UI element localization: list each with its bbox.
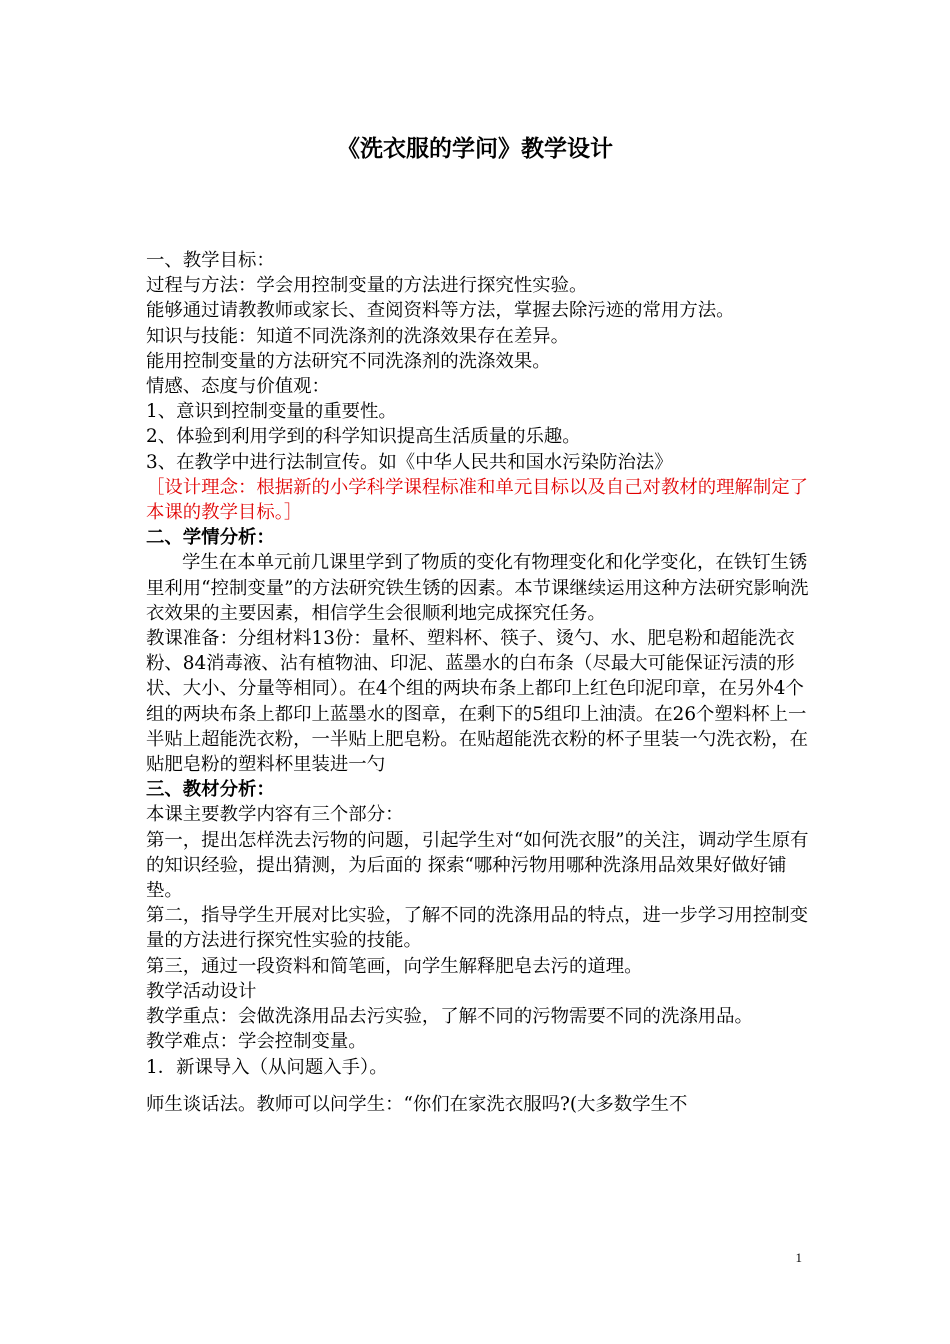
materials-line: 教学重点：会做洗涤用品去污实验，了解不同的污物需要不同的洗涤用品。 xyxy=(146,1006,753,1028)
document-title: 《洗衣服的学问》教学设计 xyxy=(337,135,613,162)
goal-line: 1、意识到控制变量的重要性。 xyxy=(146,401,397,423)
goal-line: 知识与技能：知道不同洗涤剂的洗涤效果存在差异。 xyxy=(146,325,569,347)
materials-line: 第二，指导学生开展对比实验，了解不同的洗涤用品的特点，进一步学习用控制变量的方法进行探究性实验的技能。 xyxy=(146,905,809,952)
goal-line: 情感、态度与价值观： xyxy=(146,376,330,398)
design-note: ［设计理念：根据新的小学科学课程标准和单元目标以及自己对教材的理解制定了本课的教学目标。］ xyxy=(146,476,809,524)
section-heading-students: 二、学情分析： xyxy=(146,527,275,549)
materials-line: 1．新课导入（从问题入手）。 xyxy=(146,1056,388,1078)
paragraph-gap xyxy=(146,1080,814,1092)
materials-line: 教学难点：学会控制变量。 xyxy=(146,1031,367,1053)
goal-line: 能用控制变量的方法研究不同洗涤剂的洗涤效果。 xyxy=(146,350,551,372)
goal-line: 3、在教学中进行法制宣传。如《中华人民共和国水污染防治法》 xyxy=(146,451,673,473)
student-analysis-paragraph: 学生在本单元前几课里学到了物质的变化有物理变化和化学变化，在铁钉生锈里利用“控制变量”的方法研究铁生锈的因素。本节课继续运用这种方法研究影响洗衣效果的主要因素，相信学生会很顺利地完成探究任务。 xyxy=(146,552,809,624)
dialogue-line: 师生谈话法。教师可以问学生：“你们在家洗衣服吗?(大多数学生不 xyxy=(146,1093,688,1115)
section-heading-goals: 一、教学目标： xyxy=(146,250,275,271)
goal-line: 过程与方法：学会用控制变量的方法进行探究性实验。 xyxy=(146,275,588,297)
materials-line: 本课主要教学内容有三个部分： xyxy=(146,804,404,826)
preparation-paragraph: 教课准备：分组材料13份：量杯、塑料杯、筷子、烫勺、水、肥皂粉和超能洗衣粉、84消毒液、沾有植物油、印泥、蓝墨水的白布条（尽最大可能保证污渍的形状、大小、分量等相同）。在4个组的两块布条上都印上红色印泥印章，在另外4个组的两块布条上都印上蓝墨水的图章，在剩下的5组印上油渍。在26个塑料杯上一半贴上超能洗衣粉，一半贴上肥皂粉。在贴超能洗衣粉的杯子里装一勺洗衣粉，在贴肥皂粉的塑料杯里装进一勺 xyxy=(146,628,809,776)
section-heading-materials: 三、教材分析： xyxy=(146,779,275,801)
goal-line: 能够通过请教教师或家长、查阅资料等方法，掌握去除污迹的常用方法。 xyxy=(146,300,735,322)
page-number: 1 xyxy=(795,1250,802,1265)
materials-line: 第一，提出怎样洗去污物的问题，引起学生对“如何洗衣服”的关注，调动学生原有的知识经验，提出猜测，为后面的 探索“哪种污物用哪种洗涤用品效果好做好铺垫。 xyxy=(146,829,809,902)
materials-line: 第三，通过一段资料和简笔画，向学生解释肥皂去污的道理。 xyxy=(146,955,643,977)
goal-line: 2、体验到利用学到的科学知识提高生活质量的乐趣。 xyxy=(146,426,581,448)
document-body xyxy=(146,248,814,1117)
materials-line: 教学活动设计 xyxy=(146,980,257,1002)
